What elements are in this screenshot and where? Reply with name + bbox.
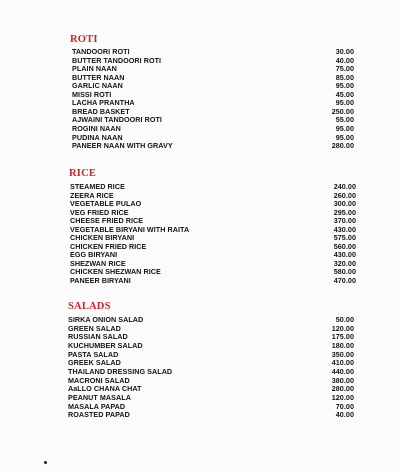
item-name: PEANUT MASALA — [68, 392, 131, 402]
item-name: VEGETABLE PULAO — [70, 199, 142, 208]
item-name: SHEZWAN RICE — [70, 258, 126, 268]
item-price: 320.00 — [333, 258, 356, 268]
item-name: STEAMED RICE — [70, 182, 125, 191]
item-name: LACHA PRANTHA — [72, 98, 135, 108]
item-price: 75.00 — [335, 64, 354, 74]
item-price: 175.00 — [331, 332, 354, 342]
menu-item — [68, 394, 354, 402]
page-dot — [44, 461, 47, 464]
item-price: 55.00 — [335, 115, 354, 125]
section-title: SALADS — [68, 301, 111, 312]
menu-item — [68, 342, 354, 350]
item-name: SIRKA ONION SALAD — [68, 315, 144, 324]
item-name: AJWAINI TANDOORI ROTI — [72, 115, 162, 125]
item-price: 120.00 — [331, 323, 354, 333]
item-name: MACRONI SALAD — [68, 375, 130, 385]
menu-item — [70, 183, 356, 191]
item-price: 470.00 — [333, 275, 356, 285]
item-name: PANEER BIRYANI — [70, 275, 131, 285]
item-name: TANDOORI ROTI — [72, 47, 130, 56]
item-name: CHICKEN SHEZWAN RICE — [70, 267, 161, 276]
item-name: PLAIN NAAN — [72, 64, 117, 74]
item-name: THAILAND DRESSING SALAD — [68, 366, 173, 376]
item-price: 280.00 — [331, 384, 354, 394]
item-price: 350.00 — [331, 349, 354, 359]
menu-item — [72, 48, 354, 56]
menu-item — [70, 277, 356, 285]
item-price: 95.00 — [335, 123, 354, 133]
item-price: 120.00 — [331, 392, 354, 402]
menu-item — [68, 411, 354, 419]
item-name: MISSI ROTI — [72, 89, 112, 99]
item-price: 40.00 — [335, 55, 354, 65]
item-name: ROASTED PAPAD — [68, 410, 130, 420]
item-name: PUDINA NAAN — [72, 132, 123, 142]
section-title: ROTI — [70, 34, 98, 45]
menu-item — [72, 125, 354, 133]
menu-item — [70, 251, 356, 259]
item-name: MASALA PAPAD — [68, 401, 126, 411]
item-price: 180.00 — [331, 340, 354, 350]
item-name: BUTTER TANDOORI ROTI — [72, 55, 162, 65]
item-price: 95.00 — [335, 132, 354, 142]
item-price: 575.00 — [333, 233, 356, 242]
item-price: 300.00 — [333, 199, 356, 208]
item-price: 410.00 — [331, 358, 354, 368]
item-name: GREEN SALAD — [68, 323, 121, 333]
menu-item — [68, 368, 354, 376]
item-price: 380.00 — [331, 375, 354, 385]
item-name: RUSSIAN SALAD — [68, 332, 128, 342]
item-price: 280.00 — [331, 141, 354, 151]
item-price: 85.00 — [335, 72, 354, 82]
item-name: GREEK SALAD — [68, 358, 121, 368]
item-name: CHICKEN FRIED RICE — [70, 241, 147, 251]
item-name: KUCHUMBER SALAD — [68, 340, 143, 350]
item-name: GARLIC NAAN — [72, 81, 123, 91]
item-name: PANEER NAAN WITH GRAVY — [72, 141, 173, 151]
item-price: 295.00 — [333, 207, 356, 217]
menu-item — [72, 142, 354, 150]
section-title: RICE — [69, 168, 97, 179]
item-price: 440.00 — [331, 366, 354, 376]
item-price: 250.00 — [331, 106, 354, 116]
menu-item — [72, 65, 354, 73]
item-name: PASTA SALAD — [68, 349, 119, 359]
item-price: 95.00 — [335, 81, 354, 91]
item-price: 240.00 — [333, 182, 356, 191]
item-price: 430.00 — [333, 250, 356, 259]
item-price: 45.00 — [335, 89, 354, 99]
item-price: 30.00 — [335, 47, 354, 56]
item-name: CHICKEN BIRYANI — [70, 233, 135, 242]
menu-item — [70, 234, 356, 242]
item-price: 40.00 — [335, 410, 354, 420]
item-price: 430.00 — [333, 224, 356, 234]
menu-item — [70, 217, 356, 225]
item-name: ROGINI NAAN — [72, 123, 121, 133]
item-price: 560.00 — [333, 241, 356, 251]
item-price: 260.00 — [333, 190, 356, 200]
item-name: BREAD BASKET — [72, 106, 130, 116]
item-name: VEGETABLE BIRYANI WITH RAITA — [70, 224, 190, 234]
item-name: CHEESE FRIED RICE — [70, 216, 144, 225]
item-name: ZEERA RICE — [70, 190, 114, 200]
item-price: 370.00 — [333, 216, 356, 225]
item-price: 95.00 — [335, 98, 354, 108]
item-price: 580.00 — [333, 267, 356, 276]
menu-item — [72, 82, 354, 90]
item-name: BUTTER NAAN — [72, 72, 125, 82]
menu-item — [70, 200, 356, 208]
item-name: VEG FRIED RICE — [70, 207, 129, 217]
menu-item — [68, 316, 354, 324]
item-price: 50.00 — [335, 315, 354, 324]
item-name: EGG BIRYANI — [70, 250, 118, 259]
menu-item — [70, 268, 356, 276]
item-name: AaLLO CHANA CHAT — [68, 384, 142, 394]
item-price: 70.00 — [335, 401, 354, 411]
menu-item — [68, 385, 354, 393]
